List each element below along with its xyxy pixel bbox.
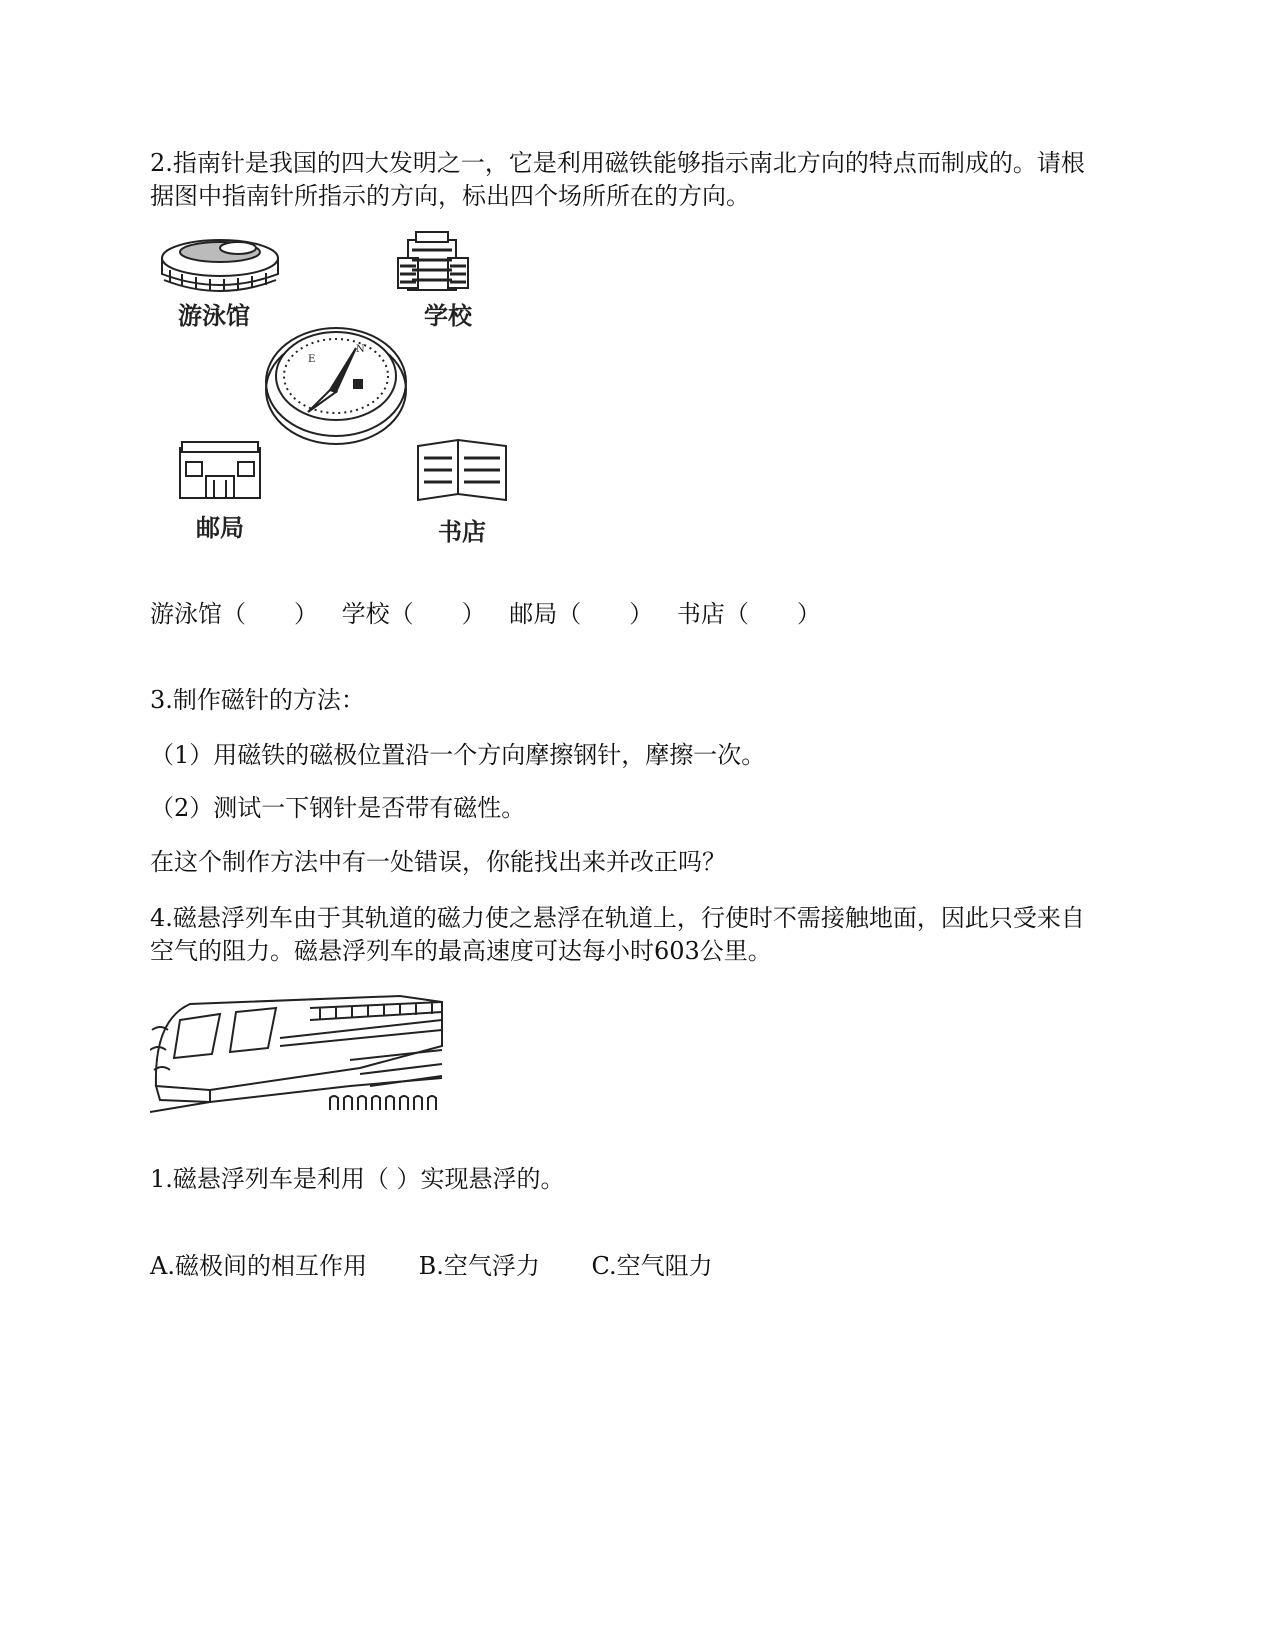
q4-options [150,1250,757,1282]
q3-step-2: （2）测试一下钢针是否带有磁性。 [150,794,526,822]
maglev-train-illustration [150,990,450,1115]
q4-line-1: 4.磁悬浮列车由于其轨道的磁力使之悬浮在轨道上，行使时不需接触地面，因此只受来自 [150,904,1085,932]
post-office-icon [180,442,260,498]
option-c[interactable]: C.空气阻力 [591,1252,713,1280]
compass-icon [266,328,406,444]
compass-mark-e: E [308,354,316,365]
label-school: 学校 [424,302,472,330]
answer-swimming-pool[interactable]: 游泳馆（ ） [150,600,318,628]
q4-line-2: 空气的阻力。磁悬浮列车的最高速度可达每小时603公里。 [150,937,772,965]
q2-line-1: 2.指南针是我国的四大发明之一，它是利用磁铁能够指示南北方向的特点而制成的。请根 [150,149,1085,177]
answer-school[interactable]: 学校（ ） [341,600,486,628]
swimming-pool-icon [162,240,278,291]
q2-answers [150,598,837,630]
q3-step-1: （1）用磁铁的磁极位置沿一个方向摩擦钢针，摩擦一次。 [150,741,766,769]
q2-line-2: 据图中指南针所指示的方向，标出四个场所所在的方向。 [150,182,750,210]
answer-bookstore[interactable]: 书店（ ） [676,600,821,628]
q4-sub-1: 1.磁悬浮列车是利用（ ）实现悬浮的。 [150,1165,565,1193]
label-post-office: 邮局 [196,514,244,542]
option-a[interactable]: A.磁极间的相互作用 [150,1252,367,1280]
maglev-train-figure [150,990,450,1115]
compass-mark-n: N [356,344,365,355]
q3-title: 3.制作磁针的方法： [150,686,365,714]
label-swimming-pool: 游泳馆 [178,302,250,330]
q3-question: 在这个制作方法中有一处错误，你能找出来并改正吗？ [150,848,726,876]
label-bookstore: 书店 [438,518,486,546]
bookstore-icon [418,440,506,500]
school-icon [398,232,468,290]
answer-post-office[interactable]: 邮局（ ） [509,600,654,628]
option-b[interactable]: B.空气浮力 [418,1252,540,1280]
compass-figure [160,230,540,560]
